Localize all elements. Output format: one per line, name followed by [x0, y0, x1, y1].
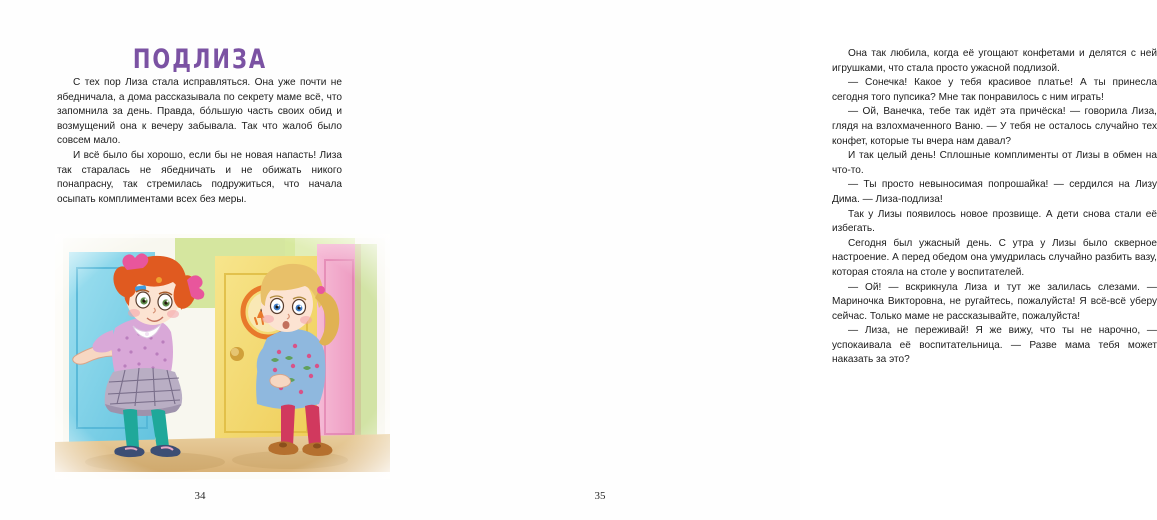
- page-number-left: 34: [194, 490, 206, 502]
- paragraph: И всё было бы хорошо, если бы не новая напасть! Лиза так старалась не ябедничать и не обижать никого понапрасну, так стремилась подружиться, что начала осыпать комплиментами всех без меры.: [57, 149, 342, 205]
- right-page: [400, 0, 1157, 520]
- paragraph: Она так любила, когда её угощают конфетами и делятся с ней игрушками, что стала просто ужасной подлизой.: [832, 48, 1157, 74]
- paragraph: — Сонечка! Какое у тебя красивое платье! А ты принесла сегодня того пупсика? Мне так понравилось с ним играть!: [832, 77, 1157, 103]
- right-page-body-text: [832, 47, 1157, 368]
- paragraph: — Ой, Ванечка, тебе так идёт эта причёска! — говорила Лиза, глядя на взлохмаченного Ваню. — У тебя не осталось случайно тех конфет, которые ты вчера нам давал?: [832, 106, 1157, 147]
- paragraph: Сегодня был ужасный день. С утра у Лизы было скверное настроение. А перед обедом она умудрилась случайно разбить вазу, которая стояла на столе у воспитателей.: [832, 237, 1157, 278]
- paragraph: И так целый день! Сплошные комплименты от Лизы в обмен на что-то.: [832, 150, 1157, 176]
- paragraph: — Ой! — вскрикнула Лиза и тут же залилась слезами. — Мариночка Викторовна, не ругайтесь, пожалуйста! Я всё-всё уберу сейчас. Только маме не рассказывайте, пожалуйста!: [832, 281, 1157, 322]
- paragraph: — Лиза, не переживай! Я же вижу, что ты не нарочно, — успокаивала её воспитательница. — Разве мама тебя может наказать за это?: [832, 325, 1157, 366]
- page-title: ПОДЛИЗА: [132, 44, 268, 74]
- two-girls-in-hallway-illustration: [55, 234, 390, 479]
- paragraph: С тех пор Лиза стала исправляться. Она уже почти не ябедничала, а дома рассказывала по секрету маме всё, что запомнила за день. Правда, бо́льшую часть своих обид и возмущений она к вечеру забывала. Так что жалоб было совсем мало.: [57, 77, 342, 147]
- paragraph: — Ты просто невыносимая попрошайка! — сердился на Лизу Дима. — Лиза-подлиза!: [832, 179, 1157, 205]
- page-number-right: 35: [594, 490, 606, 502]
- left-page-body-text: [57, 76, 342, 207]
- paragraph: Так у Лизы появилось новое прозвище. А дети снова стали её избегать.: [832, 208, 1157, 235]
- left-page: [0, 0, 400, 520]
- illustration-svg: [55, 234, 390, 479]
